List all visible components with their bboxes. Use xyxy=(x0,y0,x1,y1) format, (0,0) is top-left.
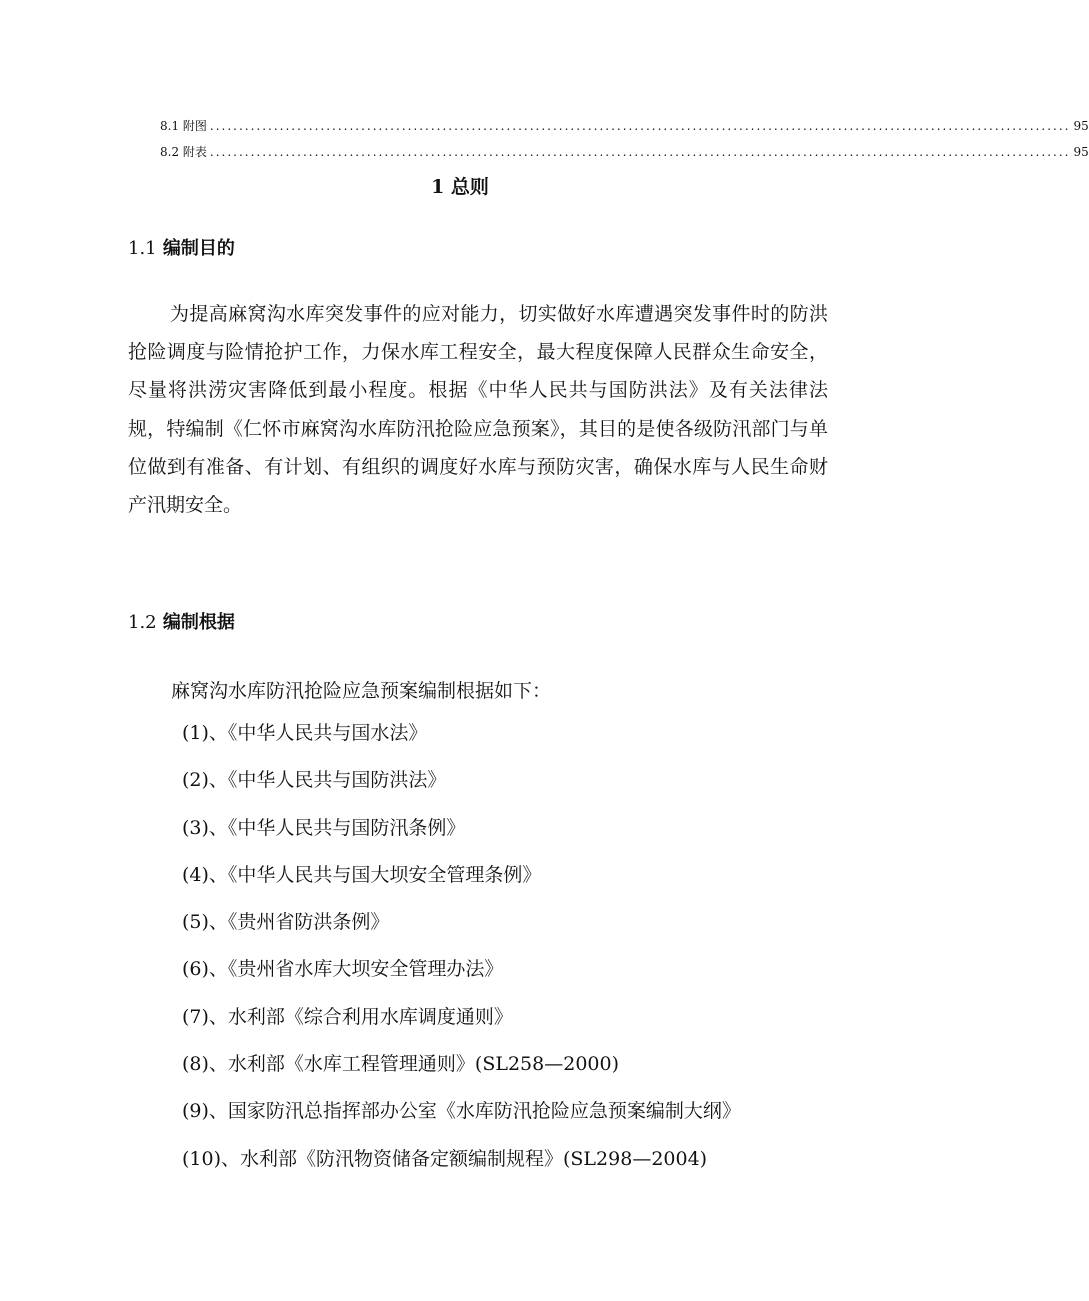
list-item: (8)、水利部《水库工程管理通则》(SL258—2000) xyxy=(182,1053,619,1076)
section-heading-1-1 xyxy=(128,234,235,260)
list-item: (1)、《中华人民共与国水法》 xyxy=(182,722,428,744)
reference-list xyxy=(182,718,741,1191)
toc-page-number: 95 xyxy=(1073,119,1089,133)
list-item: (10)、水利部《防汛物资储备定额编制规程》(SL298—2004) xyxy=(182,1147,708,1170)
list-item: (9)、国家防汛总指挥部办公室《水库防汛抢险应急预案编制大纲》 xyxy=(182,1100,741,1123)
list-item: (4)、《中华人民共与国大坝安全管理条例》 xyxy=(182,863,542,886)
list-item: (3)、《中华人民共与国防汛条例》 xyxy=(182,816,466,839)
toc-label: 8.2 附表 xyxy=(160,145,207,159)
toc-entry-8-1[interactable] xyxy=(160,117,1089,137)
purpose-paragraph: 为提高麻窝沟水库突发事件的应对能力，切实做好水库遭遇突发事件时的防洪抢险调度与险情抢护工作，力保水库工程安全，最大程度保障人民群众生命安全，尽量将洪涝灾害降低到最小程度。根据《中华人民共与国防洪法》及有关法律法规，特编制《仁怀市麻窝沟水库防汛抢险应急预案》，其目的是使各级防汛部门与单位做到有准备、有计划、有组织的调度好水库与预防灾害，确保水库与人民生命财产汛期安全。 xyxy=(128,303,828,517)
toc-page-number: 95 xyxy=(1073,145,1089,159)
section-number: 1.2 xyxy=(128,612,157,633)
section-heading-1-2 xyxy=(128,608,235,634)
section-title: 编制根据 xyxy=(162,612,235,633)
toc-leader-dots: .................................................................................................................................................... xyxy=(209,119,1071,133)
list-item: (5)、《贵州省防洪条例》 xyxy=(182,911,390,934)
chapter-title: 1 总则 xyxy=(431,176,489,198)
list-item: (7)、水利部《综合利用水库调度通则》 xyxy=(182,1005,513,1028)
toc-entry-8-2[interactable] xyxy=(160,143,1089,163)
list-item: (6)、《贵州省水库大坝安全管理办法》 xyxy=(182,958,504,981)
section-title: 编制目的 xyxy=(162,238,235,259)
basis-intro: 麻窝沟水库防汛抢险应急预案编制根据如下： xyxy=(171,680,552,702)
toc-label: 8.1 附图 xyxy=(160,119,207,133)
toc-leader-dots: .................................................................................................................................................... xyxy=(209,145,1071,159)
section-number: 1.1 xyxy=(128,238,157,259)
list-item: (2)、《中华人民共与国防洪法》 xyxy=(182,769,447,792)
